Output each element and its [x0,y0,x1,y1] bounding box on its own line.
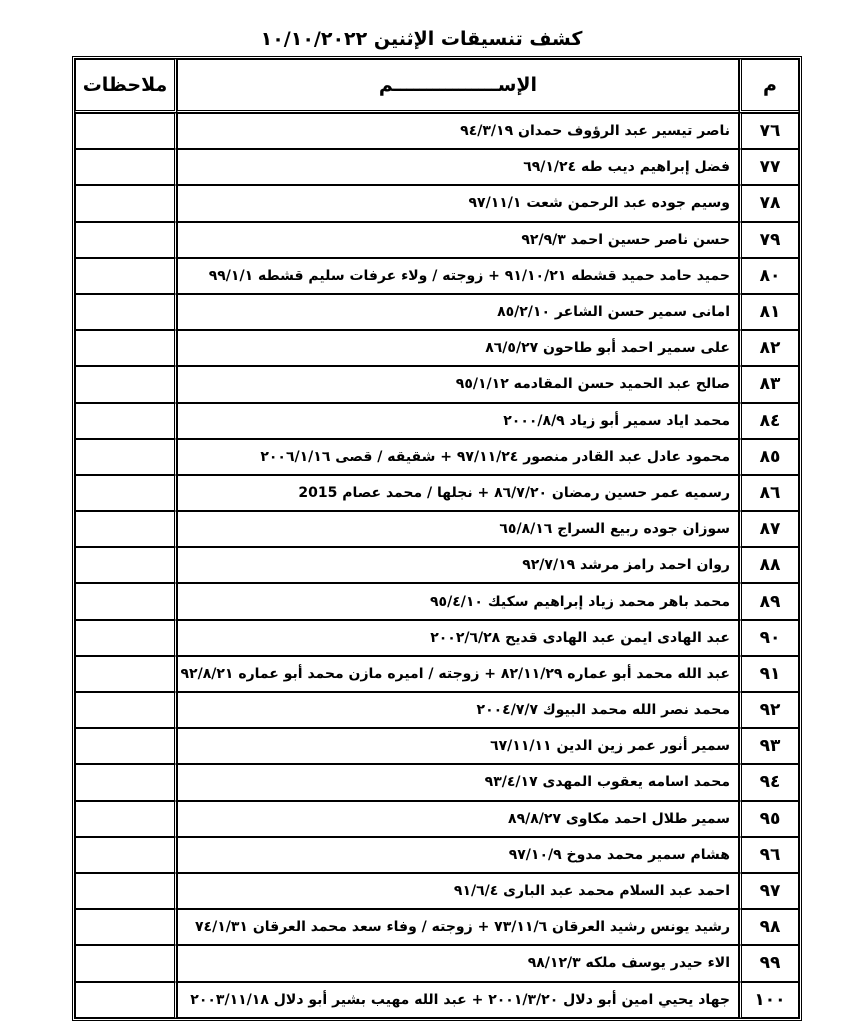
row-number: ٨١ [739,294,799,330]
row-number: ٧٩ [739,222,799,258]
row-name: سوزان جوده ربيع السراج ٦٥/٨/١٦ [177,511,739,547]
row-notes [75,185,177,221]
table-row [75,403,799,439]
row-name: رسميه عمر حسين رمضان ٨٦/٧/٢٠ + نجلها / محمد عصام 2015 [177,475,739,511]
table-row [75,837,799,873]
row-number: ٩١ [739,656,799,692]
table-row [75,258,799,294]
table-row [75,439,799,475]
coordination-sheet [72,56,802,1021]
table-row [75,547,799,583]
row-notes [75,475,177,511]
row-name: محمد باهر محمد زياد إبراهيم سكيك ٩٥/٤/١٠ [177,583,739,619]
row-number: ٩٣ [739,728,799,764]
row-name: على سمير احمد أبو طاحون ٨٦/٥/٢٧ [177,330,739,366]
row-notes [75,511,177,547]
table-body [75,113,799,1018]
row-notes [75,656,177,692]
row-name: محمد نصر الله محمد البيوك ٢٠٠٤/٧/٧ [177,692,739,728]
row-notes [75,764,177,800]
table-row [75,185,799,221]
header-notes: ملاحظات [75,59,177,113]
table-row [75,801,799,837]
row-name: ناصر تيسير عبد الرؤوف حمدان ٩٤/٣/١٩ [177,113,739,149]
row-number: ٩٧ [739,873,799,909]
row-name: امانى سمير حسن الشاعر ٨٥/٢/١٠ [177,294,739,330]
row-number: ٨٨ [739,547,799,583]
row-number: ٨٠ [739,258,799,294]
table-row [75,873,799,909]
row-name: احمد عبد السلام محمد عبد البارى ٩١/٦/٤ [177,873,739,909]
row-number: ٨٦ [739,475,799,511]
table-row [75,764,799,800]
row-name: حسن ناصر حسين احمد ٩٢/٩/٣ [177,222,739,258]
row-name: محمود عادل عبد القادر منصور ٩٧/١١/٢٤ + شقيقه / قصى ٢٠٠٦/١/١٦ [177,439,739,475]
table-row [75,945,799,981]
row-number: ٩٨ [739,909,799,945]
row-name: حميد حامد حميد قشطه ٩١/١٠/٢١ + زوجته / ولاء عرفات سليم قشطه ٩٩/١/١ [177,258,739,294]
row-notes [75,982,177,1018]
row-number: ٧٧ [739,149,799,185]
row-notes [75,258,177,294]
row-notes [75,294,177,330]
table-row [75,656,799,692]
row-number: ٨٢ [739,330,799,366]
row-number: ٩٠ [739,620,799,656]
row-name: عبد الهادى ايمن عبد الهادى قديح ٢٠٠٢/٦/٢٨ [177,620,739,656]
row-notes [75,692,177,728]
table-row [75,909,799,945]
row-number: ٩٢ [739,692,799,728]
row-number: ٨٥ [739,439,799,475]
row-name: روان احمد رامز مرشد ٩٢/٧/١٩ [177,547,739,583]
row-number: ١٠٠ [739,982,799,1018]
row-name: محمد اسامه يعقوب المهدى ٩٣/٤/١٧ [177,764,739,800]
row-notes [75,366,177,402]
row-notes [75,330,177,366]
row-name: وسيم جوده عبد الرحمن شعت ٩٧/١١/١ [177,185,739,221]
row-notes [75,620,177,656]
table-row [75,728,799,764]
table-row [75,692,799,728]
row-number: ٨٤ [739,403,799,439]
table-row [75,330,799,366]
row-notes [75,909,177,945]
table-header-row [75,59,799,113]
row-name: فضل إبراهيم ديب طه ٦٩/١/٢٤ [177,149,739,185]
row-notes [75,837,177,873]
row-notes [75,801,177,837]
table-row [75,294,799,330]
row-number: ٩٤ [739,764,799,800]
row-number: ٨٣ [739,366,799,402]
row-number: ٩٥ [739,801,799,837]
row-number: ٩٩ [739,945,799,981]
row-notes [75,149,177,185]
row-notes [75,945,177,981]
names-table [72,56,802,1021]
row-name: عبد الله محمد أبو عماره ٨٢/١١/٢٩ + زوجته / اميره مازن محمد أبو عماره ٩٢/٨/٢١ [177,656,739,692]
row-name: محمد اياد سمير أبو زياد ٢٠٠٠/٨/٩ [177,403,739,439]
table-row [75,583,799,619]
header-number: م [739,59,799,113]
row-notes [75,728,177,764]
row-number: ٧٨ [739,185,799,221]
table-row [75,222,799,258]
row-notes [75,583,177,619]
row-number: ٨٩ [739,583,799,619]
table-row [75,511,799,547]
row-name: سمير أنور عمر زين الدين ٦٧/١١/١١ [177,728,739,764]
page-title: كشف تنسيقات الإثنين ١٠/١٠/٢٠٢٢ [260,28,583,50]
table-row [75,982,799,1018]
row-number: ٧٦ [739,113,799,149]
table-row [75,113,799,149]
row-number: ٩٦ [739,837,799,873]
row-notes [75,873,177,909]
header-name: الإســــــــــــــــم [177,59,739,113]
table-row [75,366,799,402]
row-name: هشام سمير محمد مدوخ ٩٧/١٠/٩ [177,837,739,873]
row-notes [75,113,177,149]
row-name: صالح عبد الحميد حسن المقادمه ٩٥/١/١٢ [177,366,739,402]
row-notes [75,222,177,258]
row-name: سمير طلال احمد مكاوى ٨٩/٨/٢٧ [177,801,739,837]
row-notes [75,547,177,583]
row-name: رشيد يونس رشيد العرقان ٧٣/١١/٦ + زوجته / وفاء سعد محمد العرقان ٧٤/١/٣١ [177,909,739,945]
row-notes [75,439,177,475]
row-notes [75,403,177,439]
row-number: ٨٧ [739,511,799,547]
table-row [75,475,799,511]
row-name: جهاد يحيي امين أبو دلال ٢٠٠١/٣/٢٠ + عبد الله مهيب بشير أبو دلال ٢٠٠٣/١١/١٨ [177,982,739,1018]
table-row [75,149,799,185]
row-name: الاء حيدر يوسف ملكه ٩٨/١٢/٣ [177,945,739,981]
table-row [75,620,799,656]
